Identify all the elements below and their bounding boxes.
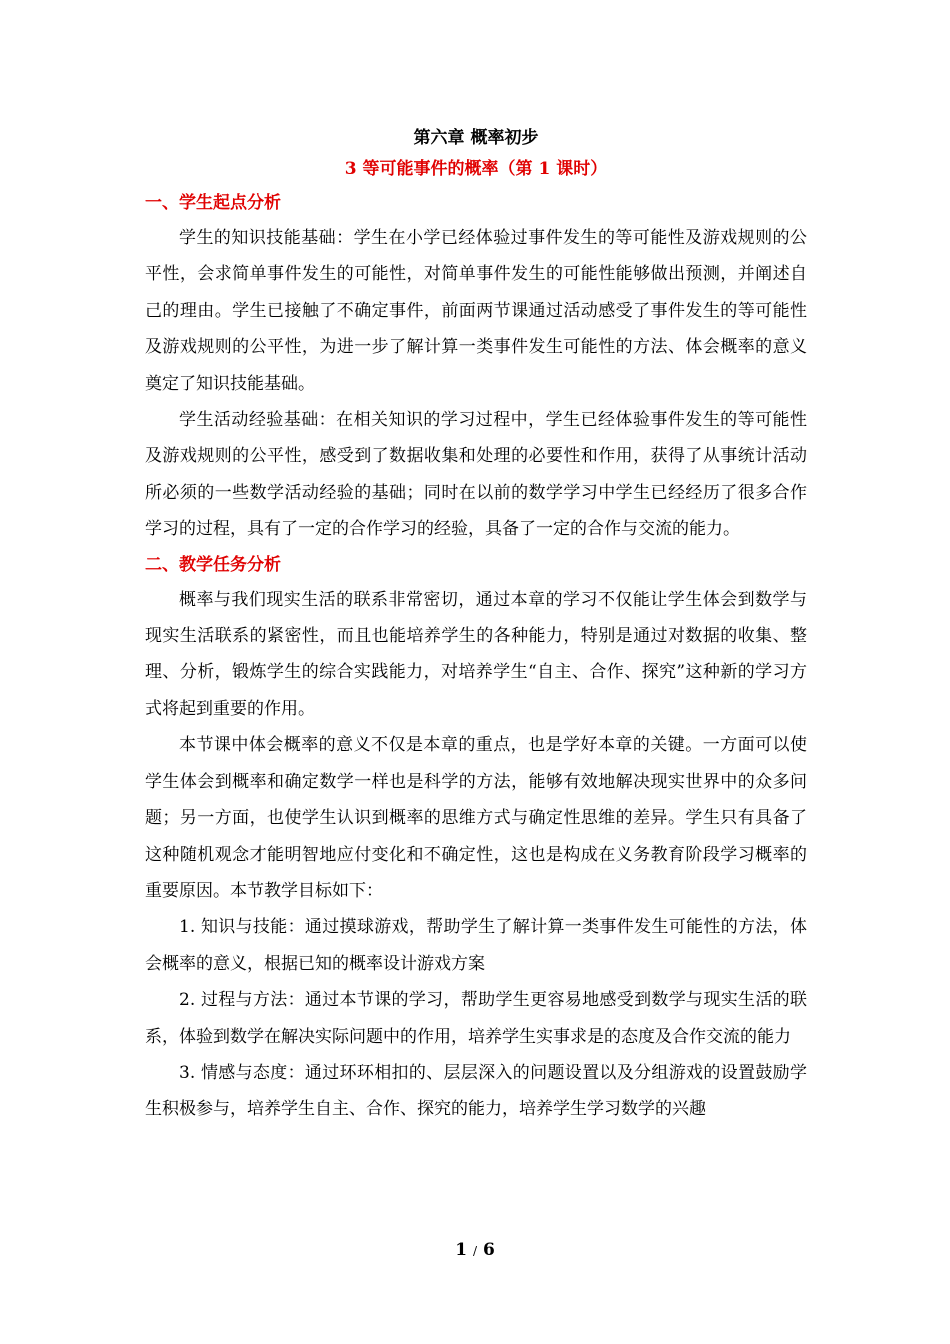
page-current: 1 <box>455 1240 468 1260</box>
objective-item: 1. 知识与技能：通过摸球游戏，帮助学生了解计算一类事件发生可能性的方法，体会概率的意义，根据已知的概率设计游戏方案 <box>145 917 807 974</box>
page-total: 6 <box>482 1240 495 1260</box>
document-body <box>145 124 807 1128</box>
paragraph: 本节课中体会概率的意义不仅是本章的重点，也是学好本章的关键。一方面可以使学生体会到概率和确定数学一样也是科学的方法，能够有效地解决现实世界中的众多问题；另一方面，也使学生认识到概率的思维方式与确定性思维的差异。学生只有具备了这种随机观念才能明智地应付变化和不确定性，这也是构成在义务教育阶段学习概率的重要原因。本节教学目标如下： <box>145 735 807 901</box>
chapter-title: 第六章 概率初步 <box>413 128 539 148</box>
section-task-analysis <box>145 548 807 1128</box>
page-number <box>0 1240 950 1260</box>
paragraph: 学生的知识技能基础：学生在小学已经体验过事件发生的等可能性及游戏规则的公平性，会求简单事件发生的可能性，对简单事件发生的可能性能够做出预测，并阐述自己的理由。学生已接触了不确定事件，前面两节课通过活动感受了事件发生的等可能性及游戏规则的公平性，为进一步了解计算一类事件发生可能性的方法、体会概率的意义奠定了知识技能基础。 <box>145 228 807 394</box>
page-separator: / <box>472 1244 478 1258</box>
lesson-title: 3 等可能事件的概率（第 1 课时） <box>344 159 608 179</box>
section-heading: 二、教学任务分析 <box>145 554 281 575</box>
paragraph: 学生活动经验基础：在相关知识的学习过程中，学生已经体验事件发生的等可能性及游戏规则的公平性，感受到了数据收集和处理的必要性和作用，获得了从事统计活动所必须的一些数学活动经验的基础；同时在以前的数学学习中学生已经经历了很多合作学习的过程，具有了一定的合作学习的经验，具备了一定的合作与交流的能力。 <box>145 410 807 540</box>
section-heading: 一、学生起点分析 <box>145 193 281 213</box>
objective-item: 3. 情感与态度：通过环环相扣的、层层深入的问题设置以及分组游戏的设置鼓励学生积极参与，培养学生自主、合作、探究的能力，培养学生学习数学的兴趣 <box>145 1062 807 1120</box>
objective-item: 2. 过程与方法：通过本节课的学习，帮助学生更容易地感受到数学与现实生活的联系，体验到数学在解决实际问题中的作用，培养学生实事求是的态度及合作交流的能力 <box>145 990 807 1047</box>
paragraph: 概率与我们现实生活的联系非常密切，通过本章的学习不仅能让学生体会到数学与现实生活联系的紧密性，而且也能培养学生的各种能力，特别是通过对数据的收集、整理、分析，锻炼学生的综合实践能力，对培养学生“自主、合作、探究”这种新的学习方式将起到重要的作用。 <box>145 589 807 719</box>
section-student-analysis <box>145 186 807 548</box>
